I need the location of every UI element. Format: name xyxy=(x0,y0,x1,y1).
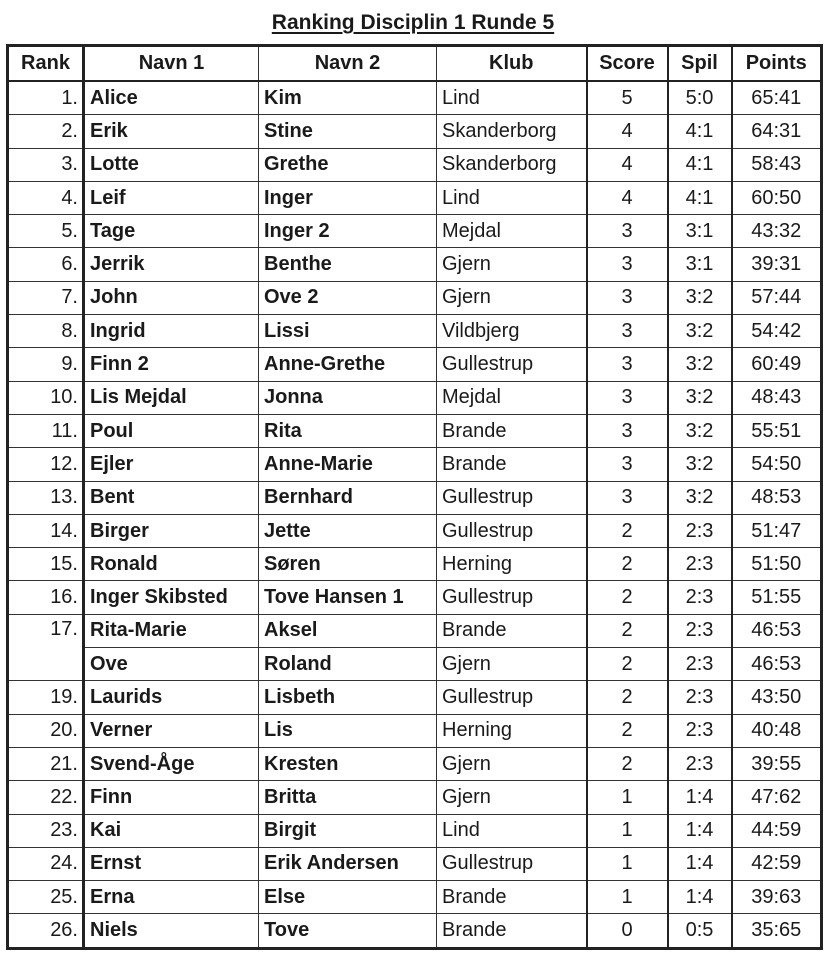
header-navn1: Navn 1 xyxy=(84,46,259,82)
cell-navn1: Finn xyxy=(84,781,259,814)
cell-rank: 19. xyxy=(8,681,84,714)
cell-spil: 3:2 xyxy=(668,281,732,314)
cell-navn1: Erik xyxy=(84,115,259,148)
cell-klub: Gullestrup xyxy=(437,348,587,381)
cell-rank: 21. xyxy=(8,747,84,780)
cell-score: 4 xyxy=(587,148,668,181)
cell-rank: 1. xyxy=(8,81,84,115)
table-row xyxy=(8,781,822,814)
cell-score: 2 xyxy=(587,648,668,681)
table-row xyxy=(8,348,822,381)
cell-klub: Gjern xyxy=(437,747,587,780)
cell-navn1: Tage xyxy=(84,215,259,248)
cell-navn2: Rita xyxy=(259,414,437,447)
cell-points: 60:49 xyxy=(732,348,822,381)
cell-points: 65:41 xyxy=(732,81,822,115)
cell-navn1: Niels xyxy=(84,914,259,948)
cell-rank: 14. xyxy=(8,514,84,547)
cell-score: 2 xyxy=(587,681,668,714)
cell-spil: 4:1 xyxy=(668,115,732,148)
cell-score: 1 xyxy=(587,814,668,847)
cell-points: 64:31 xyxy=(732,115,822,148)
cell-points: 35:65 xyxy=(732,914,822,948)
cell-spil: 2:3 xyxy=(668,581,732,614)
table-row xyxy=(8,714,822,747)
cell-navn1: Leif xyxy=(84,181,259,214)
cell-navn1: Erna xyxy=(84,881,259,914)
cell-klub: Mejdal xyxy=(437,215,587,248)
cell-navn2: Kim xyxy=(259,81,437,115)
header-spil: Spil xyxy=(668,46,732,82)
cell-klub: Brande xyxy=(437,614,587,647)
cell-points: 55:51 xyxy=(732,414,822,447)
cell-points: 60:50 xyxy=(732,181,822,214)
cell-spil: 2:3 xyxy=(668,548,732,581)
table-row xyxy=(8,414,822,447)
table-body xyxy=(8,81,822,948)
table-row xyxy=(8,481,822,514)
table-row xyxy=(8,181,822,214)
cell-rank: 22. xyxy=(8,781,84,814)
cell-navn1: Ejler xyxy=(84,448,259,481)
cell-spil: 1:4 xyxy=(668,781,732,814)
cell-spil: 1:4 xyxy=(668,881,732,914)
cell-rank: 4. xyxy=(8,181,84,214)
table-row xyxy=(8,115,822,148)
cell-score: 3 xyxy=(587,448,668,481)
cell-navn1: Inger Skibsted xyxy=(84,581,259,614)
cell-navn1: Poul xyxy=(84,414,259,447)
cell-navn1: Jerrik xyxy=(84,248,259,281)
cell-navn1: Finn 2 xyxy=(84,348,259,381)
cell-rank: 11. xyxy=(8,414,84,447)
cell-klub: Gullestrup xyxy=(437,847,587,880)
cell-spil: 3:2 xyxy=(668,315,732,348)
cell-navn1: Rita-Marie xyxy=(84,614,259,647)
cell-navn2: Ove 2 xyxy=(259,281,437,314)
table-row xyxy=(8,448,822,481)
cell-score: 5 xyxy=(587,81,668,115)
cell-navn2: Else xyxy=(259,881,437,914)
table-row xyxy=(8,548,822,581)
cell-klub: Gullestrup xyxy=(437,514,587,547)
cell-rank: 16. xyxy=(8,581,84,614)
cell-score: 2 xyxy=(587,614,668,647)
table-row xyxy=(8,648,822,681)
cell-score: 4 xyxy=(587,181,668,214)
header-points: Points xyxy=(732,46,822,82)
table-row xyxy=(8,914,822,948)
cell-klub: Vildbjerg xyxy=(437,315,587,348)
cell-points: 54:50 xyxy=(732,448,822,481)
cell-navn1: Alice xyxy=(84,81,259,115)
table-row xyxy=(8,148,822,181)
cell-rank: 9. xyxy=(8,348,84,381)
cell-navn2: Bernhard xyxy=(259,481,437,514)
cell-navn2: Jette xyxy=(259,514,437,547)
cell-spil: 1:4 xyxy=(668,814,732,847)
cell-klub: Lind xyxy=(437,81,587,115)
cell-rank: 17. xyxy=(8,614,84,681)
cell-score: 1 xyxy=(587,881,668,914)
cell-navn2: Stine xyxy=(259,115,437,148)
header-rank: Rank xyxy=(8,46,84,82)
cell-score: 2 xyxy=(587,581,668,614)
cell-navn1: Laurids xyxy=(84,681,259,714)
cell-points: 57:44 xyxy=(732,281,822,314)
header-row xyxy=(8,46,822,82)
cell-points: 58:43 xyxy=(732,148,822,181)
cell-points: 39:63 xyxy=(732,881,822,914)
cell-rank: 12. xyxy=(8,448,84,481)
cell-navn2: Tove xyxy=(259,914,437,948)
cell-score: 3 xyxy=(587,381,668,414)
cell-score: 1 xyxy=(587,781,668,814)
cell-score: 2 xyxy=(587,514,668,547)
cell-rank: 26. xyxy=(8,914,84,948)
cell-points: 47:62 xyxy=(732,781,822,814)
cell-navn1: Lotte xyxy=(84,148,259,181)
cell-rank: 6. xyxy=(8,248,84,281)
cell-klub: Gullestrup xyxy=(437,681,587,714)
page-title xyxy=(0,11,826,35)
cell-rank: 5. xyxy=(8,215,84,248)
cell-rank: 13. xyxy=(8,481,84,514)
cell-navn2: Tove Hansen 1 xyxy=(259,581,437,614)
cell-score: 2 xyxy=(587,714,668,747)
table-row xyxy=(8,614,822,647)
cell-points: 39:31 xyxy=(732,248,822,281)
ranking-table xyxy=(6,44,823,950)
cell-navn2: Inger 2 xyxy=(259,215,437,248)
cell-navn2: Lissi xyxy=(259,315,437,348)
cell-klub: Mejdal xyxy=(437,381,587,414)
table-row xyxy=(8,281,822,314)
header-score: Score xyxy=(587,46,668,82)
title-text: Ranking Disciplin 1 Runde 5 xyxy=(271,11,555,34)
cell-spil: 5:0 xyxy=(668,81,732,115)
table-row xyxy=(8,381,822,414)
cell-spil: 3:1 xyxy=(668,248,732,281)
cell-points: 51:47 xyxy=(732,514,822,547)
cell-points: 39:55 xyxy=(732,747,822,780)
cell-spil: 3:2 xyxy=(668,481,732,514)
cell-spil: 3:2 xyxy=(668,381,732,414)
cell-navn1: Ronald xyxy=(84,548,259,581)
table-row xyxy=(8,847,822,880)
cell-navn1: Kai xyxy=(84,814,259,847)
cell-points: 44:59 xyxy=(732,814,822,847)
cell-score: 2 xyxy=(587,747,668,780)
cell-points: 51:55 xyxy=(732,581,822,614)
cell-navn2: Lisbeth xyxy=(259,681,437,714)
cell-klub: Brande xyxy=(437,414,587,447)
cell-navn2: Birgit xyxy=(259,814,437,847)
cell-spil: 2:3 xyxy=(668,648,732,681)
cell-spil: 3:2 xyxy=(668,414,732,447)
cell-navn2: Benthe xyxy=(259,248,437,281)
cell-spil: 1:4 xyxy=(668,847,732,880)
table-row xyxy=(8,514,822,547)
cell-points: 42:59 xyxy=(732,847,822,880)
cell-navn2: Britta xyxy=(259,781,437,814)
cell-rank: 23. xyxy=(8,814,84,847)
cell-klub: Herning xyxy=(437,714,587,747)
cell-spil: 2:3 xyxy=(668,514,732,547)
cell-points: 40:48 xyxy=(732,714,822,747)
cell-score: 0 xyxy=(587,914,668,948)
cell-rank: 10. xyxy=(8,381,84,414)
header-navn2: Navn 2 xyxy=(259,46,437,82)
cell-spil: 2:3 xyxy=(668,614,732,647)
cell-navn1: Verner xyxy=(84,714,259,747)
table-row xyxy=(8,881,822,914)
cell-rank: 3. xyxy=(8,148,84,181)
cell-navn1: Birger xyxy=(84,514,259,547)
cell-klub: Gjern xyxy=(437,248,587,281)
cell-klub: Lind xyxy=(437,814,587,847)
cell-spil: 0:5 xyxy=(668,914,732,948)
cell-points: 48:53 xyxy=(732,481,822,514)
cell-klub: Gjern xyxy=(437,648,587,681)
cell-spil: 3:1 xyxy=(668,215,732,248)
table-row xyxy=(8,315,822,348)
cell-klub: Brande xyxy=(437,448,587,481)
table-row xyxy=(8,581,822,614)
cell-navn2: Jonna xyxy=(259,381,437,414)
cell-navn2: Aksel xyxy=(259,614,437,647)
cell-klub: Herning xyxy=(437,548,587,581)
cell-score: 3 xyxy=(587,215,668,248)
cell-score: 1 xyxy=(587,847,668,880)
table-row xyxy=(8,81,822,115)
cell-klub: Gullestrup xyxy=(437,581,587,614)
cell-navn1: Ernst xyxy=(84,847,259,880)
cell-spil: 2:3 xyxy=(668,681,732,714)
cell-klub: Gjern xyxy=(437,281,587,314)
cell-klub: Gjern xyxy=(437,781,587,814)
cell-rank: 2. xyxy=(8,115,84,148)
cell-navn1: John xyxy=(84,281,259,314)
cell-navn2: Kresten xyxy=(259,747,437,780)
header-klub: Klub xyxy=(437,46,587,82)
cell-rank: 15. xyxy=(8,548,84,581)
cell-navn2: Anne-Marie xyxy=(259,448,437,481)
cell-navn2: Roland xyxy=(259,648,437,681)
table-row xyxy=(8,248,822,281)
cell-navn2: Erik Andersen xyxy=(259,847,437,880)
cell-points: 48:43 xyxy=(732,381,822,414)
cell-score: 3 xyxy=(587,481,668,514)
cell-points: 46:53 xyxy=(732,648,822,681)
table-row xyxy=(8,814,822,847)
cell-spil: 2:3 xyxy=(668,714,732,747)
cell-score: 3 xyxy=(587,414,668,447)
cell-spil: 2:3 xyxy=(668,747,732,780)
cell-rank: 20. xyxy=(8,714,84,747)
cell-score: 4 xyxy=(587,115,668,148)
cell-points: 54:42 xyxy=(732,315,822,348)
cell-score: 3 xyxy=(587,348,668,381)
cell-rank: 24. xyxy=(8,847,84,880)
cell-spil: 3:2 xyxy=(668,348,732,381)
cell-navn1: Ingrid xyxy=(84,315,259,348)
cell-points: 46:53 xyxy=(732,614,822,647)
cell-klub: Skanderborg xyxy=(437,115,587,148)
cell-points: 43:50 xyxy=(732,681,822,714)
cell-klub: Skanderborg xyxy=(437,148,587,181)
cell-rank: 7. xyxy=(8,281,84,314)
cell-score: 2 xyxy=(587,548,668,581)
cell-spil: 4:1 xyxy=(668,181,732,214)
table-row xyxy=(8,747,822,780)
cell-navn2: Anne-Grethe xyxy=(259,348,437,381)
table-row xyxy=(8,681,822,714)
cell-points: 43:32 xyxy=(732,215,822,248)
cell-score: 3 xyxy=(587,248,668,281)
cell-rank: 8. xyxy=(8,315,84,348)
cell-spil: 4:1 xyxy=(668,148,732,181)
cell-navn1: Lis Mejdal xyxy=(84,381,259,414)
cell-spil: 3:2 xyxy=(668,448,732,481)
cell-rank: 25. xyxy=(8,881,84,914)
cell-klub: Brande xyxy=(437,881,587,914)
cell-points: 51:50 xyxy=(732,548,822,581)
cell-navn2: Søren xyxy=(259,548,437,581)
cell-klub: Gullestrup xyxy=(437,481,587,514)
cell-klub: Lind xyxy=(437,181,587,214)
cell-navn2: Lis xyxy=(259,714,437,747)
cell-navn1: Ove xyxy=(84,648,259,681)
cell-navn1: Bent xyxy=(84,481,259,514)
cell-navn2: Inger xyxy=(259,181,437,214)
table-row xyxy=(8,215,822,248)
cell-navn1: Svend-Åge xyxy=(84,747,259,780)
cell-klub: Brande xyxy=(437,914,587,948)
cell-score: 3 xyxy=(587,281,668,314)
cell-navn2: Grethe xyxy=(259,148,437,181)
cell-score: 3 xyxy=(587,315,668,348)
